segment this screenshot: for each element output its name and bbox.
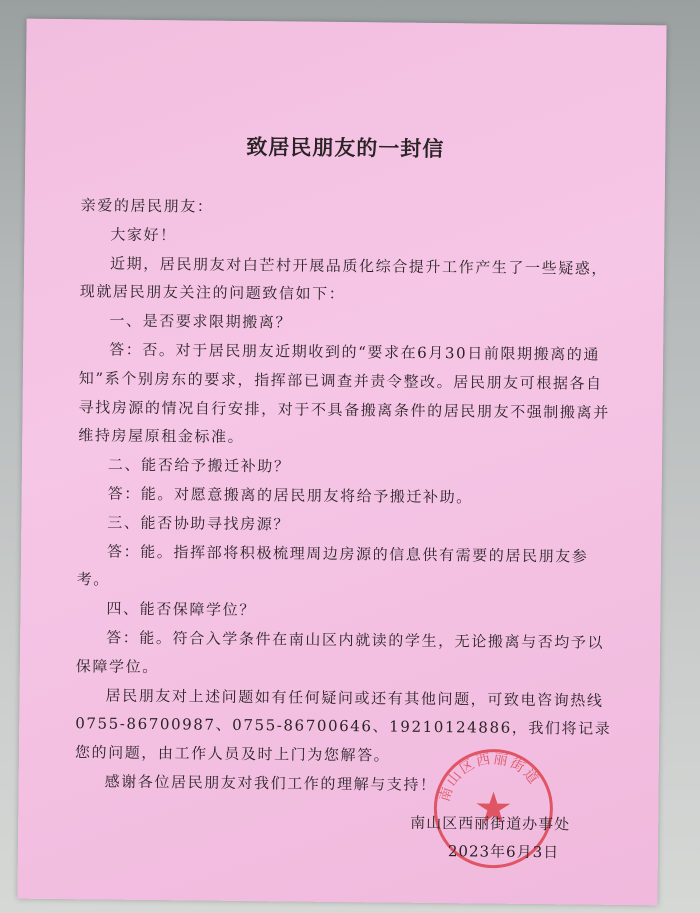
answer-1: 答：否。对于居民朋友近期收到的“要求在6月30日前限期搬离的通知”系个别房东的要求，指挥部已调查并责令整改。居民朋友可根据各自寻找房源的情况自行安排，对于不具备搬离条件的居民朋友不强制搬离并维持房屋原租金标准。 (78, 340, 610, 447)
signature-block (410, 809, 571, 867)
greeting: 大家好！ (110, 225, 177, 245)
hotline-paragraph: 居民朋友对上述问题如有任何疑问或还有其他问题，可致电咨询热线0755-86700987、0755-86700646、19210124886，我们将记录您的问题，由工作人员及时上门为您解答。 (74, 686, 612, 765)
letter-content (17, 19, 666, 906)
question-3: 三、能否协助寻找房源？ (107, 513, 291, 534)
letter-title: 致居民朋友的一封信 (246, 134, 445, 162)
paragraph-intro: 近期，居民朋友对白芒村开展品质化综合提升工作产生了一些疑惑，现就居民朋友关注的问题致信如下： (79, 254, 609, 304)
question-1: 一、是否要求限期搬离？ (109, 311, 293, 332)
salutation: 亲爱的居民朋友： (80, 196, 214, 216)
answer-4: 答：能。符合入学条件在南山区内就读的学生，无论搬离与否均予以保障学位。 (75, 628, 605, 676)
letter-paper (17, 19, 666, 906)
svg-text:南山区西丽街道 (436, 750, 543, 804)
answer-2: 答：能。对愿意搬离的居民朋友将给予搬迁补助。 (107, 484, 473, 507)
question-4: 四、能否保障学位？ (106, 599, 256, 620)
thanks-paragraph: 感谢各位居民朋友对我们工作的理解与支持！ (104, 772, 437, 794)
seal-text: 南山区西丽街道 (436, 751, 543, 804)
answer-3: 答：能。指挥部将积极梳理周边房源的信息供有需要的居民朋友参考。 (76, 542, 589, 589)
letter-body (74, 191, 620, 801)
issue-date: 2023年6月3日 (447, 842, 560, 862)
issuing-office: 南山区西丽街道办事处 (410, 813, 571, 834)
question-2: 二、能否给予搬迁补助？ (107, 455, 291, 476)
